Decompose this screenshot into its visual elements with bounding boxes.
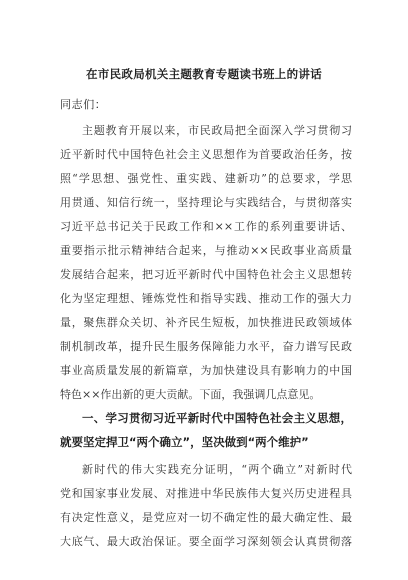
paragraph-line: 用贯通、知信行统一，坚持理论与实践结合，与贯彻落实 (60, 196, 352, 209)
section-heading-line: 一、学习贯彻习近平新时代中国特色社会主义思想， (82, 411, 352, 425)
paragraph-line: 习近平总书记关于民政工作和××工作的系列重要讲话、 (60, 220, 352, 233)
paragraph-line: 近平新时代中国特色社会主义思想作为首要政治任务，按 (60, 148, 352, 161)
paragraph-line: 制机制改革，提升民生服务保障能力水平，奋力谱写民政 (60, 340, 352, 353)
paragraph-line: 党和国家事业发展、对推进中华民族伟大复兴历史进程具 (60, 487, 352, 500)
document-title: 在市民政局机关主题教育专题读书班上的讲话 (86, 67, 322, 81)
paragraph-line: 事业高质量发展的新篇章，为加快建设具有影响力的中国 (60, 364, 352, 377)
paragraph-line: 新时代的伟大实践充分证明，“两个确立”对新时代 (82, 463, 352, 476)
paragraph-line: 重要指示批示精神结合起来，与推动××民政事业高质量 (60, 244, 352, 257)
paragraph-line: 发展结合起来，把习近平新时代中国特色社会主义思想转 (60, 268, 352, 281)
paragraph-line: 有决定性意义，是党应对一切不确定性的最大确定性、最 (60, 511, 352, 524)
paragraph-line: 照“学思想、强党性、重实践、建新功”的总要求，学思 (60, 172, 352, 185)
paragraph-line: 量，聚焦群众关切、补齐民生短板，加快推进民政领域体 (60, 316, 352, 329)
paragraph-line: 化为坚定理想、锤炼党性和指导实践、推动工作的强大力 (60, 292, 352, 305)
paragraph-line: 特色××作出新的更大贡献。下面，我强调几点意见。 (60, 388, 321, 401)
salutation: 同志们： (60, 98, 107, 111)
paragraph-line: 大底气、最大政治保证。要全面学习深刻领会认真贯彻落 (60, 535, 352, 548)
section-heading-line: 就要坚定捍卫“两个确立”，坚决做到“两个维护” (60, 435, 309, 449)
paragraph-line: 主题教育开展以来，市民政局把全面深入学习贯彻习 (82, 124, 352, 137)
